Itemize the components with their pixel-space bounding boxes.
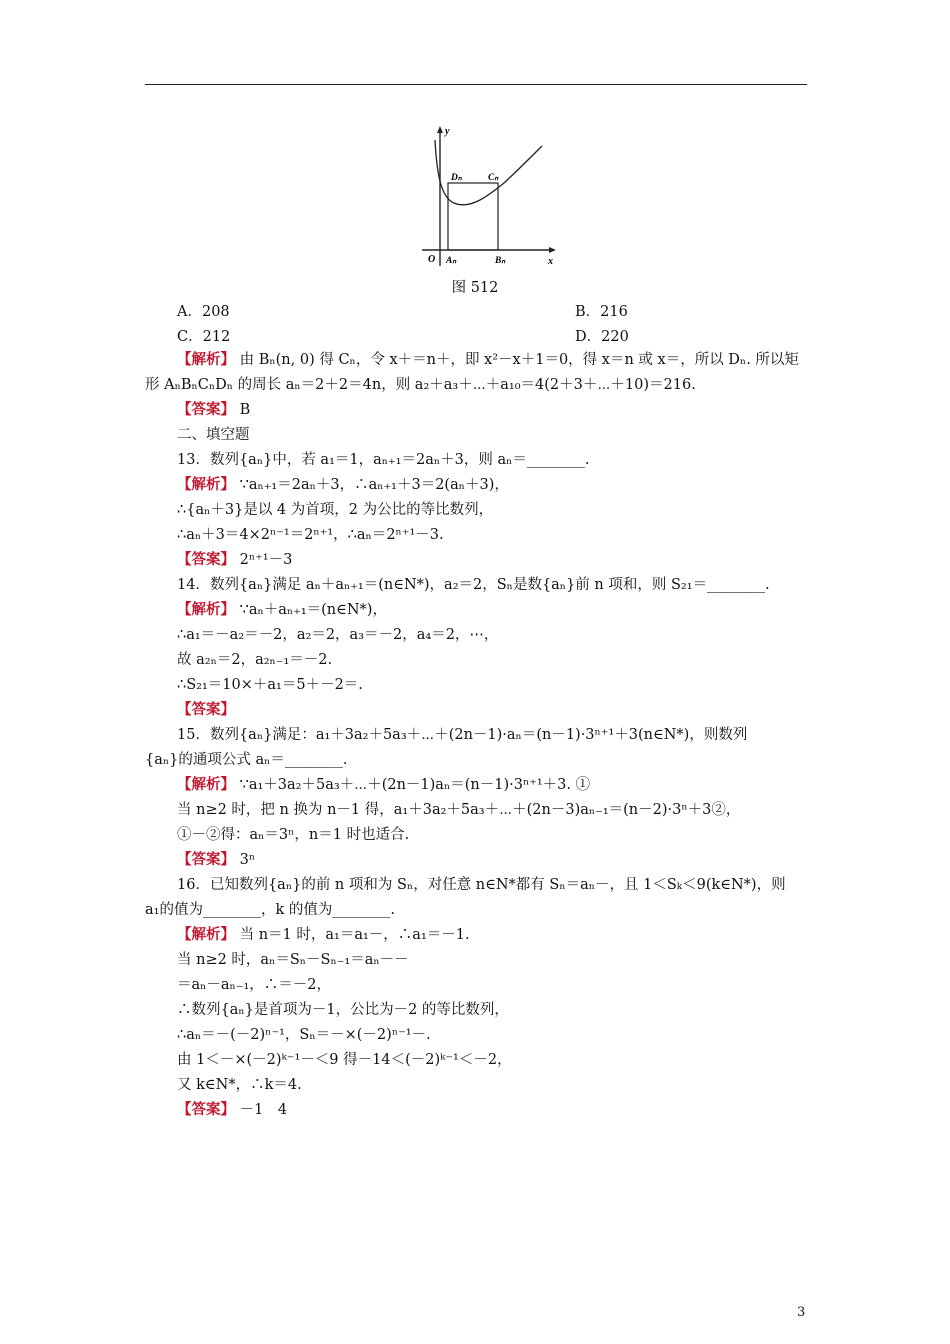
q12-solution-line-1 (177, 350, 799, 370)
function-graph-figure (418, 118, 566, 268)
jiexi-tag: 【解析】 (177, 351, 235, 368)
q13-answer-value: 2ⁿ⁺¹－3 (239, 552, 293, 568)
q13-solution-line-3: ∴aₙ＋3＝4×2ⁿ⁻¹＝2ⁿ⁺¹，∴aₙ＝2ⁿ⁺¹－3. (177, 527, 444, 543)
jiexi-tag: 【解析】 (177, 926, 235, 943)
q16-answer (177, 1100, 287, 1120)
y-axis-label: y (445, 126, 450, 137)
jiexi-tag: 【解析】 (177, 776, 235, 793)
q14-question: 14．数列{aₙ}满足 aₙ＋aₙ₊₁＝(n∈N*)，a₂＝2，Sₙ是数{aₙ}前 n 项和，则 S₂₁＝________. (177, 577, 770, 593)
jiexi-tag: 【解析】 (177, 601, 235, 618)
q16-solution-line-2: 当 n≥2 时，aₙ＝Sₙ－Sₙ₋₁＝aₙ－－ (177, 952, 409, 968)
choice-a: A．208 (177, 304, 230, 320)
q12-answer (177, 400, 250, 420)
q16-solution-line-1 (177, 925, 470, 945)
q13-solution-text-1: ∵aₙ₊₁＝2aₙ＋3，∴aₙ₊₁＋3＝2(aₙ＋3)， (239, 477, 509, 493)
answer-tag: 【答案】 (177, 851, 235, 868)
q16-answer-value: －1 4 (239, 1102, 288, 1118)
q15-answer-value: 3ⁿ (239, 852, 256, 868)
q15-solution-line-2: 当 n≥2 时，把 n 换为 n－1 得，a₁＋3a₂＋5a₃＋⋯＋(2n－3)aₙ₋₁＝(n－2)·3ⁿ＋3②， (177, 802, 741, 818)
origin-label: O (428, 254, 436, 265)
q15-question-line-1: 15．数列{aₙ}满足：a₁＋3a₂＋5a₃＋⋯＋(2n－1)·aₙ＝(n－1)·3ⁿ⁺¹＋3(n∈N*)，则数列 (177, 727, 748, 743)
choice-b: B．216 (575, 304, 628, 320)
jiexi-tag: 【解析】 (177, 476, 235, 493)
x-axis-label: x (548, 256, 553, 267)
q12-answer-value: B (239, 402, 251, 418)
q16-solution-line-5: ∴aₙ＝－(－2)ⁿ⁻¹，Sₙ＝－×(－2)ⁿ⁻¹－. (177, 1027, 431, 1043)
q12-solution-text-1: 由 Bₙ(n, 0) 得 Cₙ，令 x＋＝n＋，即 x²－x＋1＝0，得 x＝n 或 x＝，所以 Dₙ. 所以矩 (239, 352, 799, 368)
point-C-label: Cₙ (488, 173, 499, 183)
q15-solution-text-1: ∵a₁＋3a₂＋5a₃＋⋯＋(2n－1)aₙ＝(n－1)·3ⁿ⁺¹＋3. ① (239, 777, 591, 793)
q15-solution-line-1 (177, 775, 590, 795)
q13-answer (177, 550, 292, 570)
q16-solution-line-6: 由 1＜－×(－2)ᵏ⁻¹－＜9 得－14＜(－2)ᵏ⁻¹＜－2， (177, 1052, 512, 1068)
answer-tag: 【答案】 (177, 401, 235, 418)
point-A-label: Aₙ (446, 256, 457, 266)
choice-c: C．212 (177, 329, 231, 345)
q15-solution-line-3: ①－②得：aₙ＝3ⁿ，n＝1 时也适合. (177, 827, 410, 843)
header-rule (145, 84, 807, 85)
q12-solution-line-2: 形 AₙBₙCₙDₙ 的周长 aₙ＝2＋2＝4n，则 a₂＋a₃＋⋯＋a₁₀＝4(2＋3＋⋯＋10)＝216. (145, 377, 696, 393)
q16-question-line-2: a₁的值为________，k 的值为________. (145, 902, 395, 918)
q15-answer (177, 850, 255, 870)
q16-solution-line-7: 又 k∈N*，∴k＝4. (177, 1077, 302, 1093)
choice-d: D．220 (575, 329, 629, 345)
q13-question: 13．数列{aₙ}中，若 a₁＝1，aₙ₊₁＝2aₙ＋3，则 aₙ＝________. (177, 452, 590, 468)
x-axis-arrow (549, 247, 556, 253)
answer-tag: 【答案】 (177, 551, 235, 568)
page-number: 3 (797, 1305, 806, 1320)
q13-solution-line-1 (177, 475, 509, 495)
point-B-label: Bₙ (495, 256, 506, 266)
q14-solution-line-1 (177, 600, 387, 620)
q14-solution-text-1: ∵aₙ＋aₙ₊₁＝(n∈N*)， (239, 602, 387, 618)
section-heading: 二、填空题 (177, 427, 250, 443)
q15-question-line-2: {aₙ}的通项公式 aₙ＝________. (145, 752, 348, 768)
q16-solution-line-4: ∴数列{aₙ}是首项为－1，公比为－2 的等比数列， (177, 1002, 509, 1018)
answer-tag: 【答案】 (177, 701, 235, 718)
point-D-label: Dₙ (451, 173, 462, 183)
q16-solution-line-3: ＝aₙ－aₙ₋₁，∴＝－2， (177, 977, 332, 993)
y-axis-arrow (437, 126, 443, 133)
q16-question-line-1: 16．已知数列{aₙ}的前 n 项和为 Sₙ，对任意 n∈N*都有 Sₙ＝aₙ－，且 1＜Sₖ＜9(k∈N*)，则 (177, 877, 786, 893)
q14-answer (177, 700, 235, 720)
q13-solution-line-2: ∴{aₙ＋3}是以 4 为首项，2 为公比的等比数列， (177, 502, 494, 518)
q16-solution-text-1: 当 n＝1 时，a₁＝a₁－，∴a₁＝－1. (239, 927, 470, 943)
q14-solution-line-4: ∴S₂₁＝10×＋a₁＝5＋－2＝. (177, 677, 363, 693)
q14-solution-line-3: 故 a₂ₙ＝2，a₂ₙ₋₁＝－2. (177, 652, 333, 668)
figure-caption: 图 512 (451, 280, 499, 296)
q14-solution-line-2: ∴a₁＝－a₂＝－2，a₂＝2，a₃＝－2，a₄＝2，⋯， (177, 627, 499, 643)
answer-tag: 【答案】 (177, 1101, 235, 1118)
